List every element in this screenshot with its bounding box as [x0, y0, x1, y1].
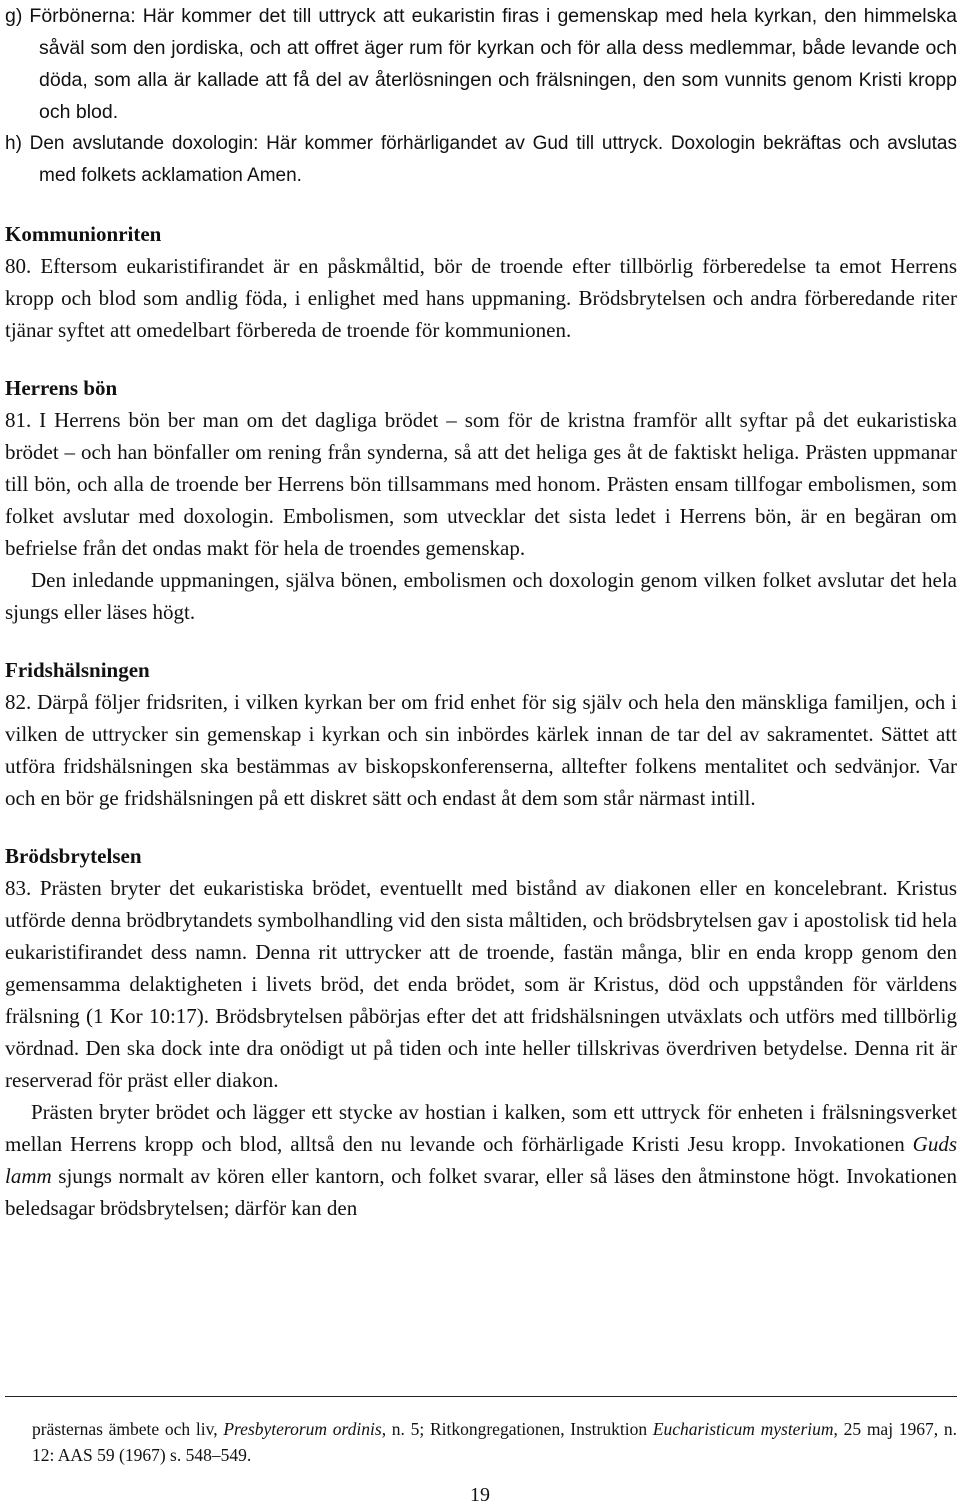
paragraph-83-continued-text: Prästen bryter brödet och lägger ett stycke av hostian i kalken, som ett uttryck för enheten i frälsningsverket mellan Herrens kropp och blod, alltså den nu levande och förhärligade Kristi Jesu kropp. Invokationen: [5, 1100, 957, 1156]
section-heading-brodsbrytelsen: Brödsbrytelsen: [5, 844, 142, 868]
footnote-title-eucharisticum: Eucharisticum mysterium: [652, 1419, 834, 1439]
paragraph-83-continued-tail: sjungs normalt av kören eller kantorn, och folket svarar, eller så läses den åtminstone högt. Invokationen beledsagar brödsbrytelsen; därför kan den: [5, 1164, 957, 1220]
page-body: [5, 0, 957, 1224]
footnote-title-presbyterorum: Presbyterorum ordinis: [223, 1419, 382, 1439]
italic-term-guds-lamm: Guds lamm: [5, 1132, 957, 1188]
footnote-text-2: , n. 5; Ritkongregationen, Instruktion: [381, 1419, 653, 1439]
section-heading-kommunionriten: Kommunionriten: [5, 222, 162, 246]
paragraph-81: 81. I Herrens bön ber man om det dagliga brödet – som för de kristna framför allt syftar på det eukaristiska brödet – och han bönfaller om rening från synderna, så att det heliga ges åt de faktiskt heliga. Prästen uppmanar till bön, och alla de troende ber Herrens bön tillsammans med honom. Prästen ensam tillfogar embolismen, som folket avslutar med doxologin. Embolismen, som utvecklar det sista ledet i Herrens bön, är en begäran om befrielse från det ondas makt för hela de troendes gemenskap.: [5, 408, 957, 560]
paragraph-83-continued: [5, 1096, 957, 1224]
paragraph-83: 83. Prästen bryter det eukaristiska brödet, eventuellt med bistånd av diakonen eller en koncelebrant. Kristus utförde denna brödbrytandets symbolhandling vid den sista måltiden, och brödsbrytelsen gav i apostolisk tid hela eukaristifirandet dess namn. Denna rit uttrycker att de troende, fastän många, blir en enda kropp genom den gemensamma delaktigheten i livets bröd, det enda brödet, som är Kristus, död och uppstånden för världens frälsning (1 Kor 10:17). Brödsbrytelsen påbörjas efter det att fridshälsningen utväxlats och utförs med tillbörlig vördnad. Den ska dock inte dra onödigt ut på tiden och inte heller tillskrivas överdriven betydelse. Denna rit är reserverad för präst eller diakon.: [5, 876, 957, 1092]
footnote-text-3: , 25 maj 1967, n. 12: AAS 59 (1967) s. 548–549.: [32, 1419, 957, 1465]
paragraph-82: 82. Därpå följer fridsriten, i vilken kyrkan ber om frid enhet för sig själv och hela den mänskliga familjen, och i vilken de uttrycker sin gemenskap i kyrkan och sin inbördes kärlek innan de tar del av sakramentet. Sättet att utföra fridshälsningen ska bestämmas av biskopskonferenserna, alltefter folkens mentalitet och sedvänjor. Var och en bör ge fridshälsningen på ett diskret sätt och endast åt dem som står närmast intill.: [5, 690, 957, 810]
footnote-text-1: prästernas ämbete och liv,: [32, 1419, 224, 1439]
section-heading-fridshalsningen: Fridshälsningen: [5, 658, 150, 682]
footnote-separator: [5, 1396, 957, 1397]
list-item-h: h) Den avslutande doxologin: Här kommer förhärligandet av Gud till uttryck. Doxologin bekräftas och avslutas med folkets acklamation Amen.: [5, 133, 957, 186]
paragraph-81-continued: Den inledande uppmaningen, själva bönen, embolismen och doxologin genom vilken folket avslutar det hela sjungs eller läses högt.: [5, 568, 957, 624]
list-item-g: g) Förbönerna: Här kommer det till uttryck att eukaristin firas i gemenskap med hela kyrkan, den himmelska såväl som den jordiska, och att offret äger rum för kyrkan och för alla dess medlemmar, både levande och döda, som alla är kallade att få del av återlösningen och frälsningen, den som vunnits genom Kristi kropp och blod.: [5, 5, 957, 123]
footnote: [32, 1416, 957, 1468]
section-heading-herrens-bon: Herrens bön: [5, 376, 118, 400]
page-number: 19: [470, 1484, 490, 1506]
paragraph-80: 80. Eftersom eukaristifirandet är en påskmåltid, bör de troende efter tillbörlig förberedelse ta emot Herrens kropp och blod som andlig föda, i enlighet med hans uppmaning. Brödsbrytelsen och andra förberedande riter tjänar syftet att omedelbart förbereda de troende för kommunionen.: [5, 254, 957, 342]
